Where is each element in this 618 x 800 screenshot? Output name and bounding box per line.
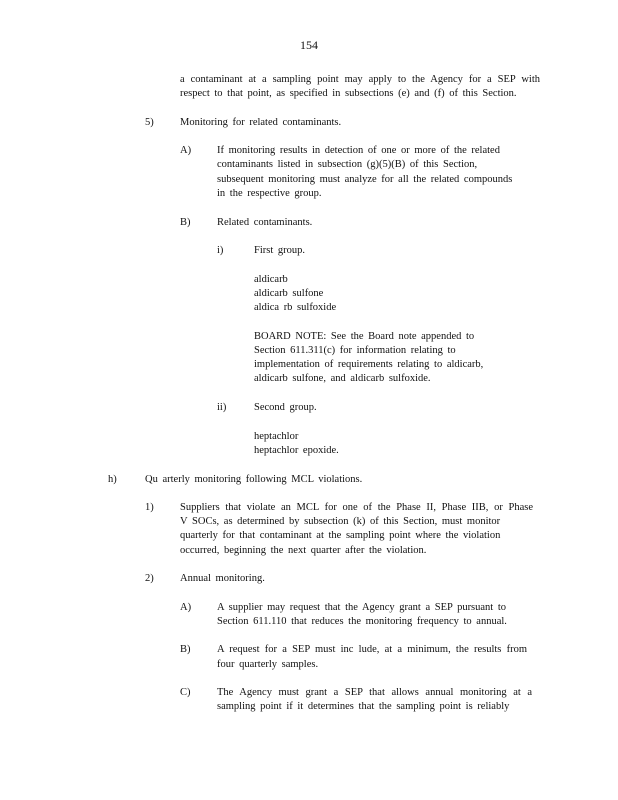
- body-line: A request for a SEP must inc lude, at a minimum, the results from: [217, 644, 527, 655]
- body-line: four quarterly samples.: [217, 659, 319, 670]
- list-label: h): [108, 474, 117, 485]
- body-line: subsequent monitoring must analyze for all the related compounds: [217, 174, 513, 185]
- list-label: ii): [217, 402, 227, 413]
- chemical-name: aldicarb: [254, 274, 288, 285]
- list-label: 5): [145, 117, 154, 128]
- body-line: sampling point if it determines that the sampling point is reliably: [217, 701, 510, 712]
- section-heading: Monitoring for related contaminants.: [180, 117, 342, 128]
- body-line: quarterly for that contaminant at the sampling point where the violation: [180, 530, 501, 541]
- body-line: occurred, beginning the next quarter after the violation.: [180, 545, 427, 556]
- body-line: in the respective group.: [217, 188, 322, 199]
- list-label: A): [180, 602, 192, 613]
- body-line: a contaminant at a sampling point may apply to the Agency for a SEP with: [180, 74, 540, 85]
- body-line: First group.: [254, 245, 306, 256]
- list-label: i): [217, 245, 224, 256]
- body-line: V SOCs, as determined by subsection (k) of this Section, must monitor: [180, 516, 501, 527]
- chemical-name: heptachlor epoxide.: [254, 445, 339, 456]
- list-label: B): [180, 644, 191, 655]
- chemical-name: aldica rb sulfoxide: [254, 302, 337, 313]
- board-note-line: implementation of requirements relating to aldicarb,: [254, 359, 484, 370]
- list-label: B): [180, 217, 191, 228]
- board-note-line: BOARD NOTE: See the Board note appended to: [254, 331, 475, 342]
- page-number: 154: [300, 38, 318, 52]
- body-line: A supplier may request that the Agency grant a SEP pursuant to: [217, 602, 507, 613]
- chemical-name: aldicarb sulfone: [254, 288, 324, 299]
- body-line: Suppliers that violate an MCL for one of the Phase II, Phase IIB, or Phase: [180, 502, 533, 513]
- body-line: Related contaminants.: [217, 217, 313, 228]
- list-label: 1): [145, 502, 154, 513]
- section-heading: Annual monitoring.: [180, 573, 265, 584]
- body-line: Section 611.110 that reduces the monitoring frequency to annual.: [217, 616, 507, 627]
- list-label: C): [180, 687, 191, 698]
- chemical-name: heptachlor: [254, 431, 299, 442]
- body-line: Second group.: [254, 402, 317, 413]
- body-line: contaminants listed in subsection (g)(5)(B) of this Section,: [217, 159, 478, 170]
- board-note-line: Section 611.311(c) for information relating to: [254, 345, 456, 356]
- body-line: The Agency must grant a SEP that allows annual monitoring at a: [217, 687, 532, 698]
- board-note-line: aldicarb sulfone, and aldicarb sulfoxide.: [254, 373, 431, 384]
- body-line: If monitoring results in detection of one or more of the related: [217, 145, 500, 156]
- body-line: respect to that point, as specified in subsections (e) and (f) of this Section.: [180, 88, 517, 99]
- section-heading: Qu arterly monitoring following MCL violations.: [145, 474, 363, 485]
- list-label: A): [180, 145, 192, 156]
- list-label: 2): [145, 573, 154, 584]
